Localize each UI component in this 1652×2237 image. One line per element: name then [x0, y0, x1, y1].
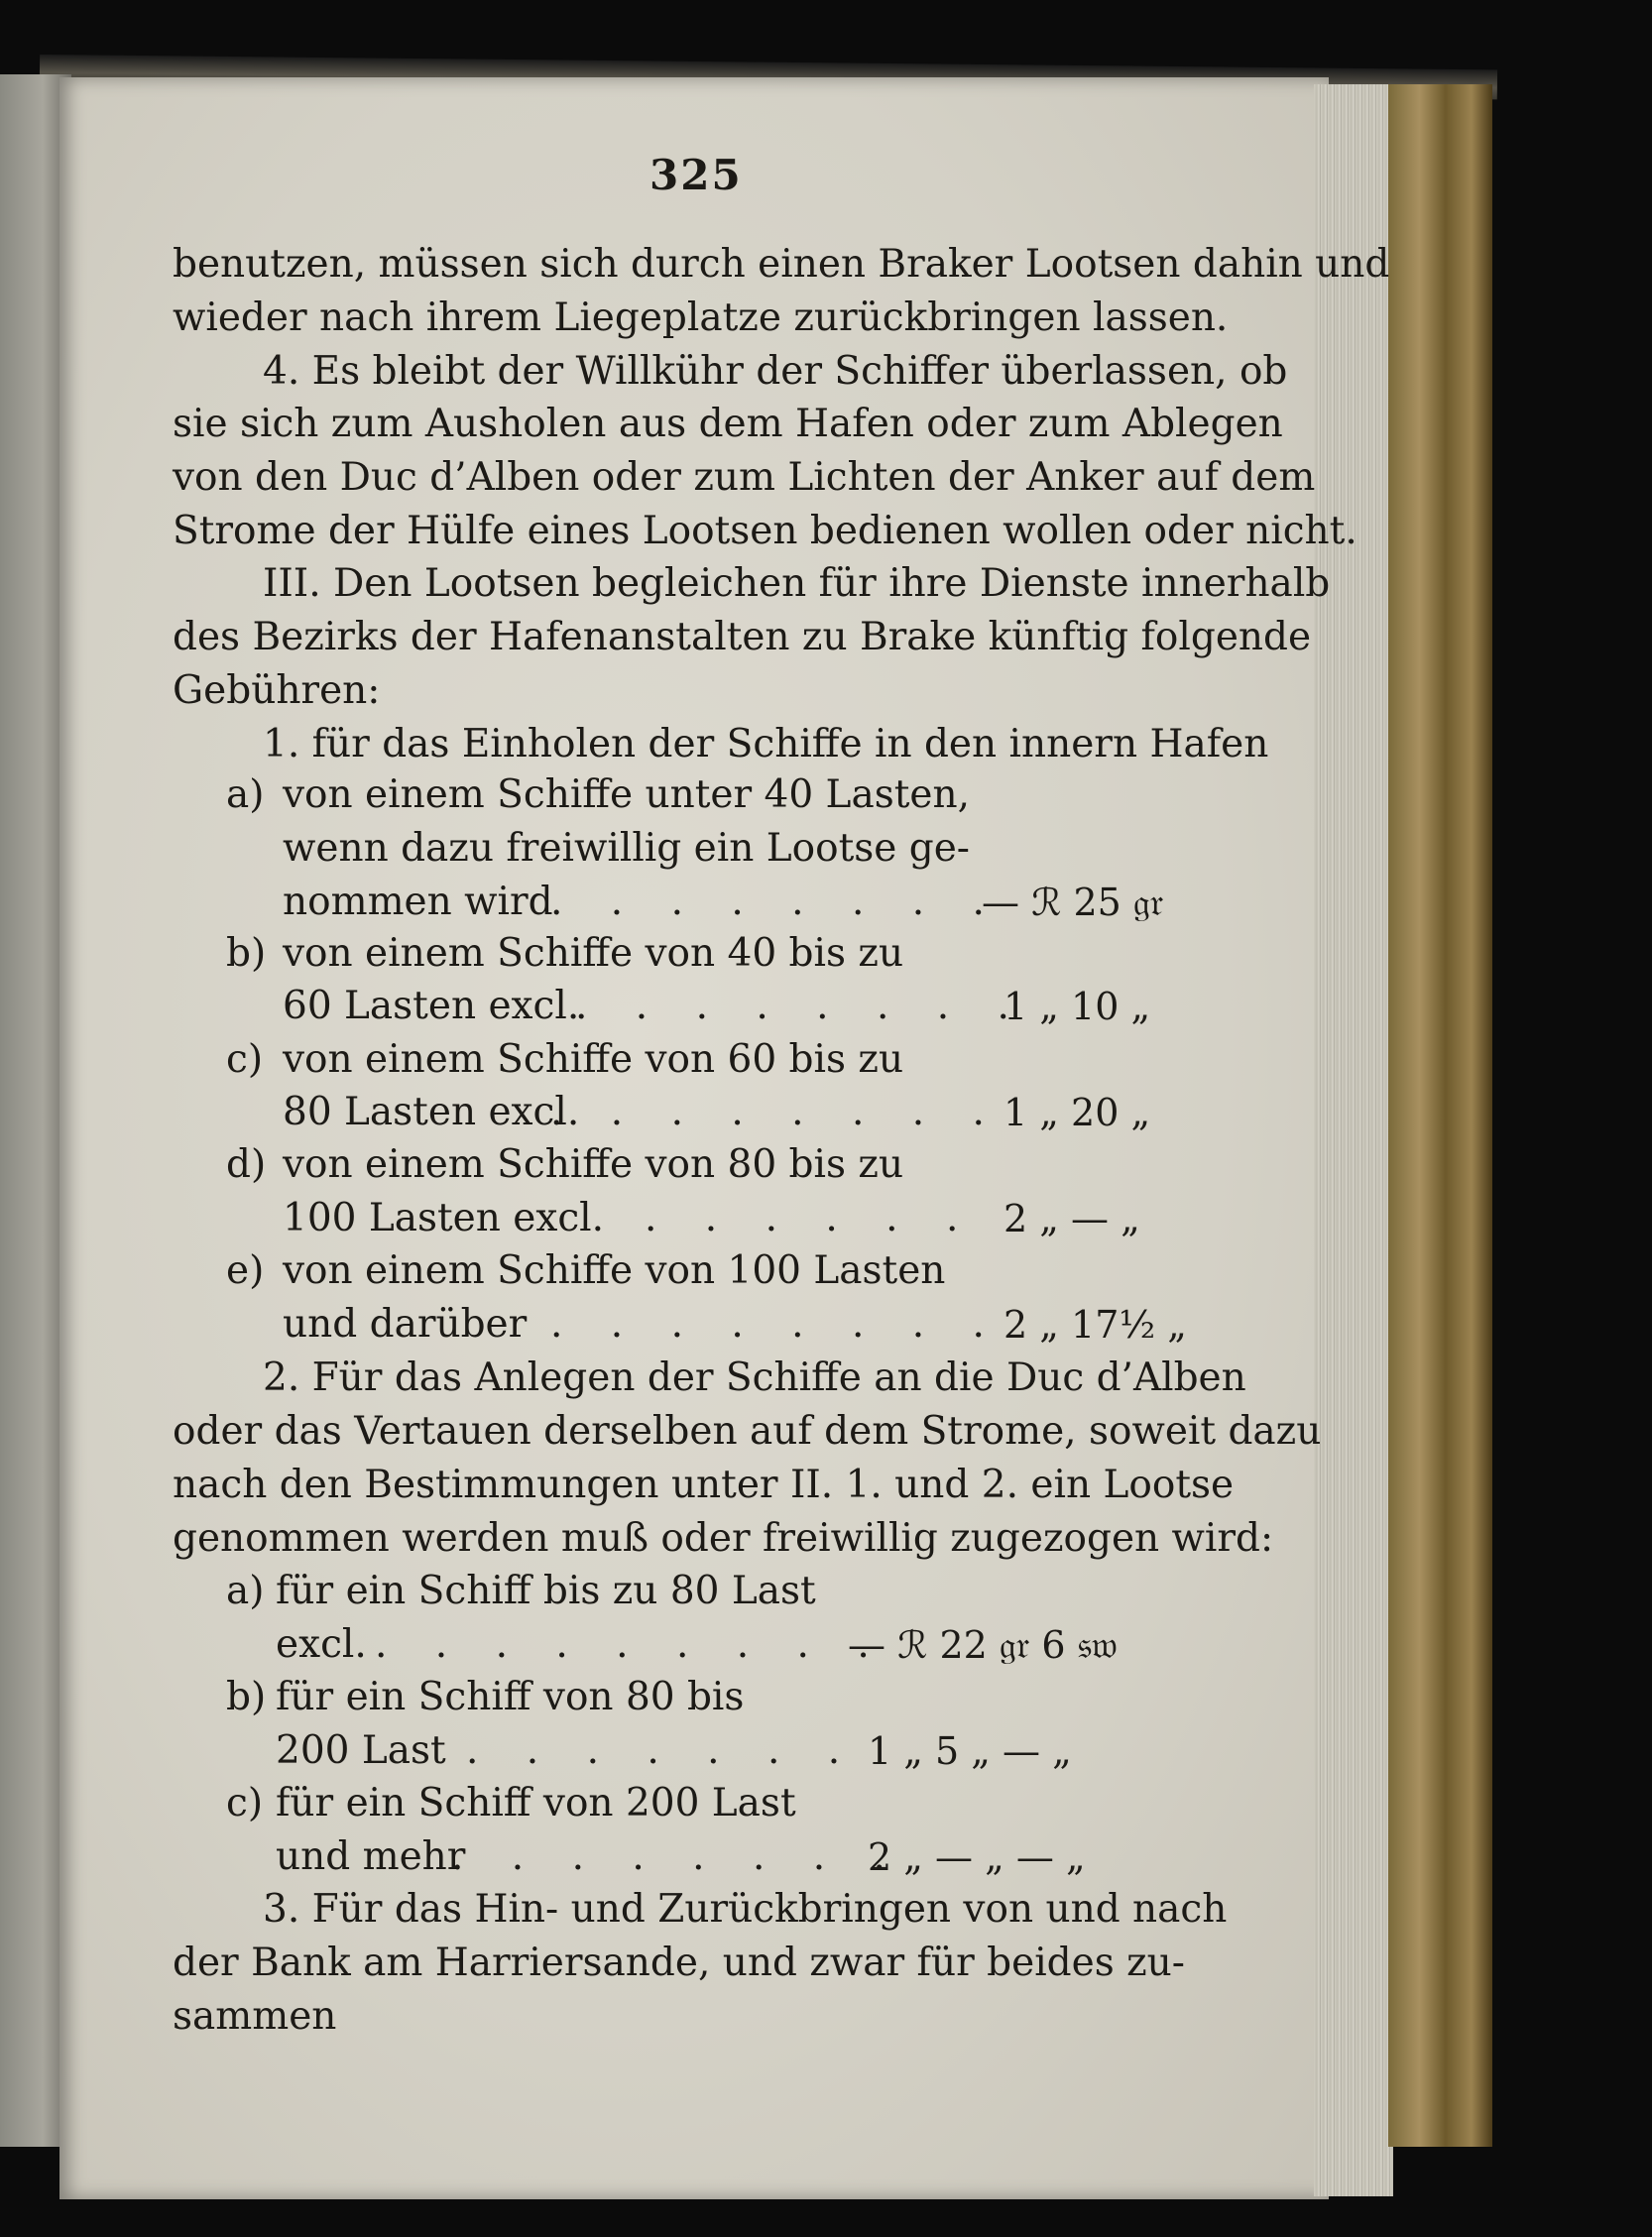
item-line: nommen wird: [283, 880, 553, 924]
item-line: und darüber: [283, 1302, 528, 1347]
fee-value: 1 „ 5 „ — „: [868, 1729, 1072, 1773]
text-line: genommen werden muß oder freiwillig zugezogen wird:: [173, 1516, 1274, 1561]
item-letter: e): [226, 1248, 265, 1293]
item-line: 80 Lasten excl.: [283, 1090, 580, 1134]
item-line: 200 Last: [276, 1728, 446, 1773]
leader-dots: . . . . . . .: [466, 1728, 859, 1773]
item-line: von einem Schiffe von 60 bis zu: [283, 1037, 904, 1082]
fee-value: 1 „ 20 „: [1003, 1091, 1151, 1134]
text-line: benutzen, müssen sich durch einen Braker Lootsen dahin und: [173, 242, 1390, 287]
text-line: III. Den Lootsen begleichen für ihre Dienste innerhalb: [263, 561, 1331, 606]
text-line: sammen: [173, 1994, 337, 2039]
text-line: der Bank am Harriersande, und zwar für beides zu-: [173, 1941, 1185, 1985]
item-letter: a): [226, 772, 265, 817]
item-line: von einem Schiffe unter 40 Lasten,: [283, 772, 970, 817]
item-letter: b): [226, 1675, 267, 1719]
text-line: Strome der Hülfe eines Lootsen bedienen wollen oder nicht.: [173, 509, 1357, 553]
text-line: 4. Es bleibt der Willkühr der Schiffer überlassen, ob: [263, 349, 1288, 394]
item-line: 100 Lasten excl.: [283, 1196, 605, 1240]
page-number: 325: [649, 151, 743, 199]
fee-value: 1 „ 10 „: [1003, 985, 1151, 1028]
leader-dots: . . . . . . . .: [575, 984, 1027, 1028]
leader-dots: . . . . . . . .: [550, 1302, 1003, 1347]
item-line: von einem Schiffe von 80 bis zu: [283, 1142, 904, 1187]
item-line: und mehr: [276, 1834, 466, 1879]
item-line: für ein Schiff von 200 Last: [276, 1781, 796, 1825]
leader-dots: . . . . . .: [645, 1196, 977, 1240]
text-line: nach den Bestimmungen unter II. 1. und 2. ein Lootse: [173, 1463, 1235, 1507]
text-line: des Bezirks der Hafenanstalten zu Brake künftig folgende: [173, 615, 1312, 659]
item-line: excl.: [276, 1622, 367, 1667]
text-line: von den Duc d’Alben oder zum Lichten der Anker auf dem: [173, 455, 1316, 500]
text-line: oder das Vertauen derselben auf dem Strome, soweit dazu: [173, 1409, 1322, 1454]
section-heading: 1. für das Einholen der Schiffe in den innern Hafen: [263, 722, 1269, 766]
leader-dots: . . . . . . . . .: [375, 1622, 887, 1667]
item-line: von einem Schiffe von 100 Lasten: [283, 1248, 946, 1293]
text-line: Gebühren:: [173, 668, 381, 713]
fee-value: — ℛ 25 𝔤𝔯: [982, 881, 1164, 924]
item-letter: c): [226, 1781, 264, 1825]
fee-value: 2 „ — „: [1003, 1197, 1140, 1240]
item-line: für ein Schiff bis zu 80 Last: [276, 1569, 816, 1613]
text-line: sie sich zum Ausholen aus dem Hafen oder zum Ablegen: [173, 402, 1283, 446]
leader-dots: . . . . . . . .: [451, 1834, 903, 1879]
item-letter: c): [226, 1037, 264, 1082]
fee-value: 2 „ — „ — „: [868, 1835, 1086, 1879]
fee-value: 2 „ 17½ „: [1003, 1303, 1187, 1347]
fee-value: — ℛ 22 𝔤𝔯 6 𝔰𝔴: [848, 1623, 1118, 1667]
item-letter: b): [226, 931, 267, 976]
leader-dots: . . . . . . . .: [550, 1090, 1003, 1134]
text-line: wieder nach ihrem Liegeplatze zurückbringen lassen.: [173, 295, 1229, 340]
section-heading: 2. Für das Anlegen der Schiffe an die Duc d’Alben: [263, 1355, 1246, 1400]
section-heading: 3. Für das Hin- und Zurückbringen von und nach: [263, 1887, 1228, 1932]
item-line: für ein Schiff von 80 bis: [276, 1675, 745, 1719]
item-line: 60 Lasten excl.: [283, 984, 580, 1028]
item-letter: a): [226, 1569, 265, 1613]
leader-dots: . . . . . . . .: [550, 880, 1003, 924]
item-line: von einem Schiffe von 40 bis zu: [283, 931, 904, 976]
item-letter: d): [226, 1142, 267, 1187]
item-line: wenn dazu freiwillig ein Lootse ge-: [283, 826, 970, 871]
